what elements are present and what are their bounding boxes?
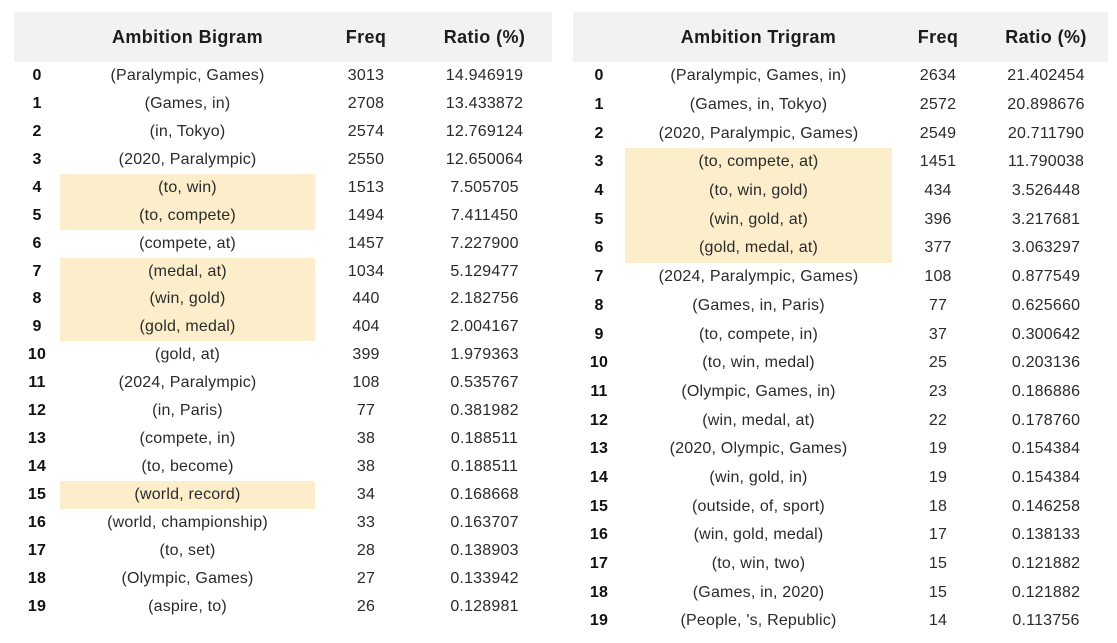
ratio-cell: 0.121882 [1011,583,1081,601]
row-index: 14 [27,458,47,476]
freq-cell: 28 [356,541,376,559]
ratio-cell: 20.711790 [1007,124,1085,142]
freq-cell: 1034 [347,262,385,280]
ngram-cell: (Games, in, Tokyo) [689,96,828,114]
ngram-cell: (2020, Paralympic, Games) [658,124,859,142]
table-row [573,234,1108,263]
freq-cell: 434 [924,182,952,200]
trigram-freq-column-header: Freq [892,12,984,62]
freq-cell: 26 [356,597,376,615]
row-index: 16 [589,526,609,544]
ratio-cell: 12.769124 [445,122,524,140]
bigram-index-column-header [14,12,60,62]
bigram-table-body [14,62,552,621]
table-row [14,90,552,118]
ratio-cell: 0.163707 [450,513,519,531]
table-row [573,578,1108,607]
row-index: 13 [589,440,609,458]
ratio-cell: 0.146258 [1011,497,1081,515]
freq-cell: 396 [924,210,952,228]
table-row [573,349,1108,378]
freq-cell: 17 [928,526,948,544]
ngram-cell: (world, championship) [107,513,268,531]
ngram-cell: (Olympic, Games, in) [681,382,836,400]
table-row [14,146,552,174]
ngram-cell: (2024, Paralympic, Games) [658,268,859,286]
freq-cell: 34 [356,486,376,504]
row-index: 14 [589,468,609,486]
trigram-table [573,12,1108,636]
ratio-cell: 0.154384 [1011,468,1081,486]
row-index: 8 [594,296,604,314]
freq-cell: 377 [924,239,952,257]
freq-cell: 2550 [347,150,385,168]
ngram-cell: (medal, at) [60,258,315,286]
row-index: 9 [32,318,42,336]
table-row [573,320,1108,349]
row-index: 8 [32,290,42,308]
table-row [14,286,552,314]
ratio-cell: 0.203136 [1011,354,1081,372]
ngram-cell: (compete, in) [139,430,236,448]
row-index: 2 [32,122,42,140]
ratio-cell: 7.227900 [450,234,519,252]
row-index: 4 [32,178,42,196]
table-row [573,607,1108,636]
row-index: 7 [32,262,42,280]
row-index: 18 [27,569,47,587]
freq-cell: 33 [356,513,376,531]
table-row [14,230,552,258]
ngram-cell: (to, become) [141,458,234,476]
row-index: 12 [589,411,609,429]
ratio-cell: 0.625660 [1011,296,1081,314]
ratio-cell: 1.979363 [450,346,519,364]
row-index: 11 [28,374,46,392]
ratio-cell: 0.154384 [1011,440,1081,458]
table-row [14,425,552,453]
ratio-cell: 0.138133 [1011,526,1081,544]
row-index: 15 [27,486,47,504]
trigram-header-row [573,12,1108,62]
freq-cell: 22 [928,411,948,429]
ratio-cell: 0.138903 [450,541,519,559]
ratio-cell: 3.063297 [1011,239,1081,257]
freq-cell: 18 [928,497,948,515]
trigram-index-column-header [573,12,625,62]
ngram-cell: (to, compete, at) [625,148,892,177]
freq-cell: 77 [356,402,376,420]
row-index: 18 [589,583,609,601]
ngram-cell: (Games, in, 2020) [692,583,825,601]
freq-cell: 108 [924,268,952,286]
table-row [14,369,552,397]
ngram-cell: (to, set) [159,541,216,559]
ratio-cell: 11.790038 [1007,153,1085,171]
freq-cell: 15 [928,555,948,573]
row-index: 6 [32,234,42,252]
row-index: 17 [589,555,609,573]
row-index: 1 [594,96,604,114]
freq-cell: 23 [928,382,948,400]
row-index: 1 [32,94,42,112]
table-row [14,509,552,537]
table-row [14,397,552,425]
bigram-header-row [14,12,552,62]
row-index: 16 [27,513,47,531]
freq-cell: 1451 [919,153,957,171]
ngram-cell: (Olympic, Games) [121,569,254,587]
freq-cell: 19 [928,468,948,486]
freq-cell: 15 [928,583,948,601]
freq-cell: 38 [356,458,376,476]
ngram-cell: (Paralympic, Games) [110,66,265,84]
freq-cell: 404 [352,318,380,336]
row-index: 19 [589,612,609,630]
ratio-cell: 5.129477 [450,262,519,280]
freq-cell: 399 [352,346,380,364]
freq-cell: 2572 [919,96,957,114]
freq-cell: 3013 [347,66,385,84]
ratio-cell: 2.004167 [450,318,519,336]
table-row [14,481,552,509]
row-index: 0 [32,66,42,84]
table-row [14,313,552,341]
ratio-cell: 0.168668 [450,486,519,504]
ngram-cell: (gold, medal, at) [625,234,892,263]
ratio-cell: 0.133942 [450,569,519,587]
ngram-cell: (win, gold, at) [625,205,892,234]
table-row [573,550,1108,579]
row-index: 19 [27,597,47,615]
row-index: 12 [27,402,47,420]
ngram-cell: (Paralympic, Games, in) [670,67,847,85]
ratio-cell: 3.217681 [1011,210,1081,228]
ratio-cell: 0.188511 [450,458,519,476]
freq-cell: 1494 [347,206,385,224]
ngram-cell: (to, compete, in) [698,325,818,343]
ngram-cell: (aspire, to) [148,597,227,615]
bigram-ngram-column-header: Ambition Bigram [60,12,315,62]
table-row [573,521,1108,550]
ngram-cell: (2020, Paralympic) [118,150,257,168]
ngram-cell: (2024, Paralympic) [118,374,257,392]
ratio-cell: 13.433872 [445,94,524,112]
row-index: 3 [32,150,42,168]
ngram-cell: (in, Paris) [152,402,223,420]
freq-cell: 27 [356,569,376,587]
ratio-cell: 7.505705 [450,178,519,196]
ratio-cell: 0.535767 [450,374,519,392]
ngram-cell: (Games, in) [144,94,231,112]
ngram-cell: (win, gold, in) [709,468,808,486]
ngram-cell: (to, win, medal) [702,354,815,372]
bigram-table [14,12,552,621]
trigram-table-body [573,62,1108,636]
row-index: 5 [32,206,42,224]
table-row [573,492,1108,521]
trigram-ratio-column-header: Ratio (%) [984,12,1108,62]
table-row [573,205,1108,234]
row-index: 3 [594,153,604,171]
ngram-cell: (to, win, two) [711,555,806,573]
ngram-cell: (outside, of, sport) [692,497,825,515]
ratio-cell: 0.113756 [1012,612,1080,630]
freq-cell: 14 [928,612,948,630]
ngram-cell: (world, record) [60,481,315,509]
freq-cell: 440 [352,290,380,308]
row-index: 17 [27,541,47,559]
table-row [14,565,552,593]
table-row [573,91,1108,120]
table-row [14,537,552,565]
ratio-cell: 2.182756 [450,290,519,308]
ngram-cell: (People, 's, Republic) [680,612,837,630]
ratio-cell: 0.300642 [1011,325,1081,343]
table-row [573,263,1108,292]
freq-cell: 2574 [347,122,385,140]
ngram-cell: (win, gold) [60,286,315,314]
ngram-cell: (to, compete) [60,202,315,230]
trigram-ngram-column-header: Ambition Trigram [625,12,892,62]
ratio-cell: 7.411450 [450,206,519,224]
ratio-cell: 0.188511 [450,430,519,448]
freq-cell: 38 [356,430,376,448]
table-row [14,202,552,230]
row-index: 15 [589,497,609,515]
table-row [573,464,1108,493]
row-index: 13 [27,430,47,448]
bigram-ratio-column-header: Ratio (%) [417,12,552,62]
table-row [14,593,552,621]
table-row [573,378,1108,407]
row-index: 4 [594,182,604,200]
freq-cell: 2634 [919,67,957,85]
freq-cell: 2549 [919,124,957,142]
ngram-cell: (to, win) [60,174,315,202]
ratio-cell: 0.877549 [1011,268,1081,286]
bigram-freq-column-header: Freq [315,12,417,62]
freq-cell: 1457 [347,234,385,252]
row-index: 7 [594,268,604,286]
row-index: 2 [594,124,604,142]
ratio-cell: 3.526448 [1011,182,1081,200]
table-row [14,453,552,481]
ngram-cell: (to, win, gold) [625,177,892,206]
table-row [14,341,552,369]
table-row [14,258,552,286]
row-index: 6 [594,239,604,257]
row-index: 10 [589,354,609,372]
freq-cell: 19 [928,440,948,458]
ratio-cell: 0.178760 [1011,411,1081,429]
freq-cell: 37 [928,325,948,343]
ratio-cell: 12.650064 [445,150,524,168]
ngram-cell: (2020, Olympic, Games) [669,440,848,458]
ngram-cell: (gold, at) [154,346,221,364]
row-index: 5 [594,210,604,228]
ratio-cell: 0.121882 [1011,555,1081,573]
table-row [573,119,1108,148]
freq-cell: 25 [928,354,948,372]
table-row [573,406,1108,435]
table-row [14,174,552,202]
row-index: 9 [594,325,604,343]
ngram-cell: (win, medal, at) [702,411,815,429]
table-row [573,292,1108,321]
ratio-cell: 21.402454 [1007,67,1085,85]
ratio-cell: 20.898676 [1007,96,1085,114]
table-row [14,62,552,90]
ratio-cell: 14.946919 [445,66,524,84]
ngram-cell: (in, Tokyo) [149,122,226,140]
table-row [573,177,1108,206]
ngram-cell: (compete, at) [139,234,236,252]
table-row [573,148,1108,177]
table-row [573,62,1108,91]
table-row [14,118,552,146]
row-index: 10 [27,346,47,364]
freq-cell: 77 [928,296,948,314]
ratio-cell: 0.128981 [450,597,519,615]
ratio-cell: 0.186886 [1011,382,1081,400]
ngram-cell: (Games, in, Paris) [692,296,825,314]
freq-cell: 2708 [347,94,385,112]
ratio-cell: 0.381982 [450,402,519,420]
freq-cell: 1513 [347,178,385,196]
freq-cell: 108 [352,374,380,392]
row-index: 0 [594,67,604,85]
table-row [573,435,1108,464]
ngram-cell: (gold, medal) [60,313,315,341]
ngram-cell: (win, gold, medal) [693,526,824,544]
row-index: 11 [590,382,608,400]
